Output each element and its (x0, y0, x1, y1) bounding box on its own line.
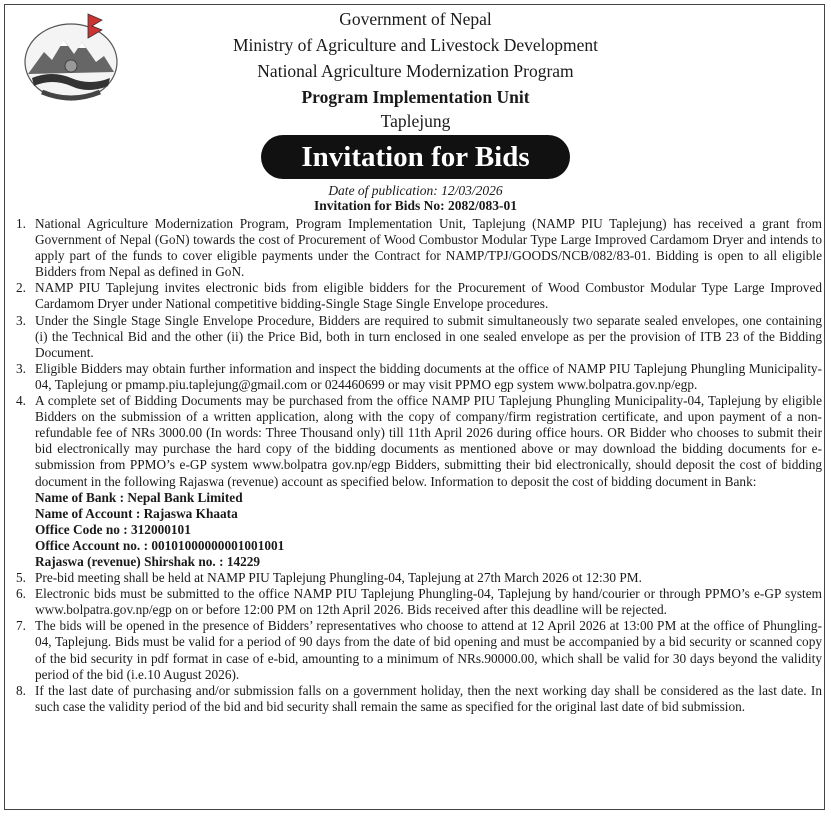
item-text: National Agriculture Modernization Program, Program Implementation Unit, Taplejung (NAMP PIU Taplejung) has received a grant from Government of Nepal (GoN) towards the cost of Procurement of Wood Combustor Modular Type Large Improved Cardamom Dryer and intends to apply part of the funds to cover eligible payments under the Contract for NAMP/TPJ/GOODS/NCB/082/83-01. Bidding is open to all eligible Bidders from Nepal as defined in GoN. (35, 216, 822, 280)
item-number: 4. (16, 393, 26, 409)
list-item (16, 361, 822, 393)
list-item (16, 570, 822, 586)
item-number: 7. (16, 618, 26, 634)
item-number: 3. (16, 360, 26, 376)
item-number: 1. (16, 216, 26, 231)
bank-office-account: Office Account no. : 00101000000001001001 (35, 537, 285, 553)
header-unit: Program Implementation Unit (301, 87, 530, 107)
bank-name: Name of Bank : Nepal Bank Limited (35, 489, 243, 505)
item-number: 5. (16, 570, 26, 586)
list-item (16, 280, 822, 312)
list-item (16, 313, 822, 361)
item-text: Eligible Bidders may obtain further information and inspect the bidding documents at the office of NAMP PIU Taplejung Phungling Municipality-04, Taplejung or pmamp.piu.taplejung@gmail.com or 024460699 or may visit PPMO egp system www.bolpatra.gov.np/egp. (35, 360, 822, 392)
item-number: 8. (16, 682, 26, 698)
list-item (16, 683, 822, 715)
publication-date: Date of publication: 12/03/2026 (328, 183, 503, 198)
header-ministry: Ministry of Agriculture and Livestock Development (233, 35, 598, 55)
invitation-banner: Invitation for Bids (261, 135, 570, 179)
item-number: 6. (16, 586, 26, 602)
item-text: Under the Single Stage Single Envelope Procedure, Bidders are required to submit simultaneously two separate sealed envelopes, one containing (i) the Technical Bid and the other (ii) the Price Bid, both in turn enclosed in one sealed envelope as per the provision of ITB 23 of the Bidding Document. (35, 312, 822, 360)
notice-body (16, 216, 822, 715)
bank-account-name: Name of Account : Rajaswa Khaata (35, 505, 238, 521)
list-item (16, 618, 822, 682)
list-item (16, 586, 822, 618)
item-text: Pre-bid meeting shall be held at NAMP PIU Taplejung Phungling-04, Taplejung at 27th March 2026 ot 12:30 PM. (35, 570, 642, 586)
item-text: Electronic bids must be submitted to the office NAMP PIU Taplejung Phungling-04, Taplejung by hand/courier or through PPMO’s e-GP system www.bolpatra.gov.np/egp on or before 12:00 PM on 12th April 2026. Bids received after this deadline will be rejected. (35, 586, 822, 618)
header-government: Government of Nepal (339, 9, 492, 29)
header-location: Taplejung (380, 111, 451, 131)
item-number: 2. (16, 280, 26, 296)
item-text: A complete set of Bidding Documents may be purchased from the office NAMP PIU Taplejung Phungling Municipality-04, Taplejung by eligible Bidders on the submission of a written application, along with the copy of company/firm registration certificate, and upon payment of a non-refundable fee of NRs 3000.00 (In words: Three Thousand only) till 11th April 2026 during office hours. OR Bidder who chooses to submit their bid electronically may purchase the hard copy of the bidding documents as mentioned above or may download the bidding documents for e-submission from PPMO’s e-GP system www.bolpatra gov.np/egp Bidders, submitting their bid electronically, should deposit the cost of bidding document in the following Rajaswa (revenue) account as specified below. Information to deposit the cost of bidding document in Bank: (35, 393, 822, 489)
list-item (16, 216, 822, 280)
item-text: The bids will be opened in the presence of Bidders’ representatives who choose to attend at 12 April 2026 at 13:00 PM at the office of Phungling-04, Taplejung. Bids must be valid for a period of 90 days from the date of bid opening and must be accompanied by a bid security or scanned copy of the bid security in pdf format in case of e-bid, amounting to a minimum of NRs.90000.00, which shall be valid for 30 days beyond the validity period of the bid (i.e.10 August 2026). (35, 618, 822, 682)
bank-office-code: Office Code no : 312000101 (35, 521, 191, 537)
bid-number: Invitation for Bids No: 2082/083-01 (313, 198, 517, 213)
item-text: NAMP PIU Taplejung invites electronic bids from eligible bidders for the Procurement of Wood Combustor Modular Type Large Improved Cardamom Dryer under National competitive bidding-Single Stage Single Envelope procedures. (35, 280, 822, 312)
header-program: National Agriculture Modernization Program (257, 61, 574, 81)
item-number: 3. (16, 312, 26, 328)
bank-revenue-shirshak: Rajaswa (revenue) Shirshak no. : 14229 (35, 553, 261, 569)
item-text: If the last date of purchasing and/or submission falls on a government holiday, then the next working day shall be considered as the last date. In such case the validity period of the bid and bid security shall remain the same as specified for the original last date of bid submission. (35, 682, 822, 714)
list-item (16, 393, 822, 490)
